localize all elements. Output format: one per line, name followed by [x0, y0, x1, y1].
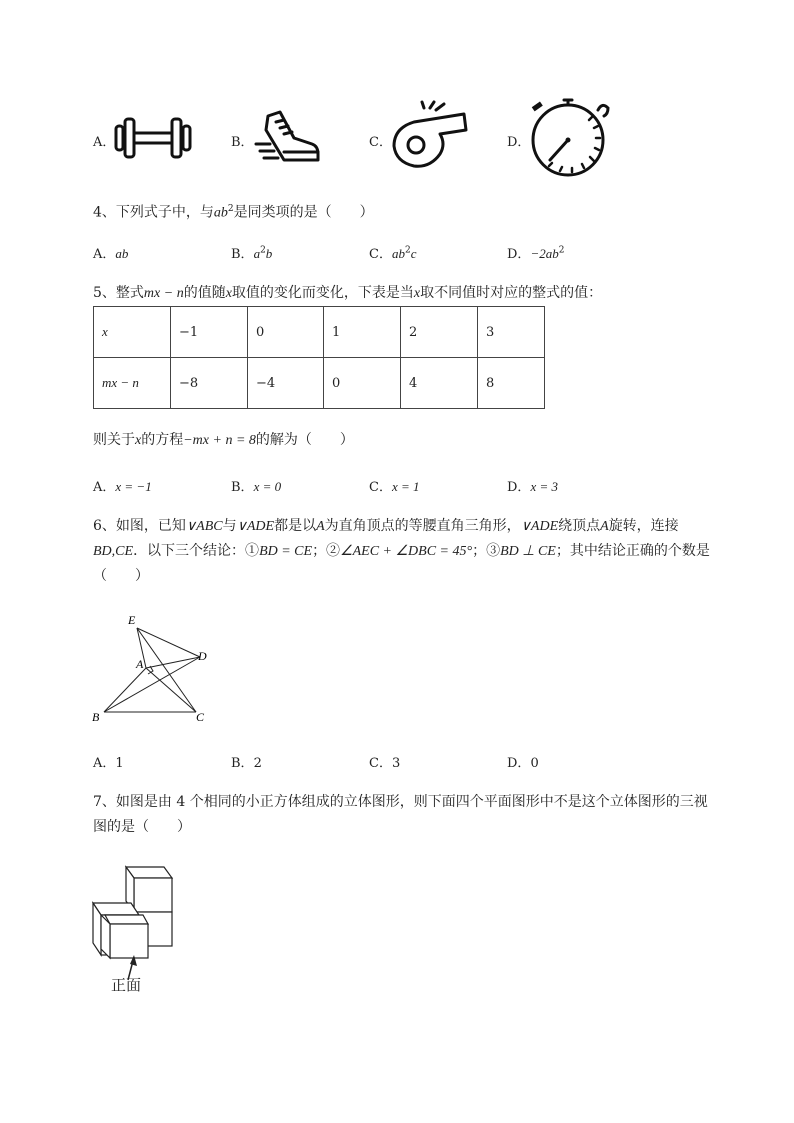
q5-followup: [93, 430, 354, 451]
option-letter-d: D．: [507, 135, 531, 150]
q5-value-table: [93, 306, 545, 409]
label-a: A: [136, 657, 144, 671]
q6-pt-a: A: [316, 519, 325, 534]
label-d: D: [198, 649, 207, 663]
table-cell: 0: [324, 358, 401, 409]
table-cell: 8: [478, 358, 545, 409]
q6-option-c: [369, 752, 400, 771]
option-text: x = −1: [115, 479, 152, 494]
label-c: C: [196, 710, 205, 724]
option-text: ab: [115, 246, 129, 261]
q5-stem-a: 5、整式: [93, 285, 144, 301]
q5-option-d: [507, 476, 558, 495]
table-cell: x: [94, 307, 171, 358]
table-cell: −1: [171, 307, 248, 358]
q4-option-d: [507, 243, 564, 262]
q7-stem-line1: 7、如图是由 4 个相同的小正方体组成的立体图形，则下面四个平面图形中不是这个立体图形的三视: [93, 794, 708, 810]
option-letter-c: C．: [369, 135, 392, 150]
option-tail: c: [410, 246, 417, 261]
q6-stem-line1: [93, 516, 679, 537]
q5-option-b: [231, 476, 281, 495]
q6-option-d: [507, 752, 539, 771]
option-tail: b: [265, 246, 273, 261]
q4-option-a: [93, 243, 128, 262]
q6-l2-a: ．以下三个结论：①: [133, 543, 260, 559]
table-row: [94, 307, 545, 358]
q4-stem-suffix: 是同类项的是（ ）: [233, 204, 374, 221]
option-letter: C．: [369, 480, 392, 495]
option-letter: B．: [231, 247, 254, 262]
table-cell: 0: [248, 307, 324, 358]
q5-follow-c: 的解为（ ）: [255, 432, 354, 448]
option-base: ab: [391, 246, 405, 261]
table-cell: −8: [171, 358, 248, 409]
front-view-label: 正面: [111, 976, 142, 994]
q5-stem-d: 取不同值时对应的整式的值：: [420, 285, 603, 301]
option-letter: B．: [231, 480, 254, 495]
option-sup: 2: [558, 245, 565, 256]
q4-stem-expr: ab: [213, 205, 228, 221]
whistle-icon: [390, 100, 470, 174]
q5-follow-a: 则关于: [93, 432, 135, 448]
q6-tri1: ∨ABC: [185, 519, 223, 534]
table-cell: 3: [478, 307, 545, 358]
q6-triangle-figure: [88, 608, 228, 732]
table-cell: mx − n: [94, 358, 171, 409]
q5-option-a: [93, 476, 152, 495]
q6-conclusion-2: ∠AEC + ∠DBC = 45°: [340, 544, 473, 559]
option-letter: A．: [93, 480, 116, 495]
option-letter: B．: [231, 756, 254, 771]
table-cell: 1: [324, 307, 401, 358]
option-letter: D．: [507, 247, 531, 262]
q6-l2-d: ；其中结论正确的个数是: [555, 543, 710, 559]
q5-follow-x: x: [135, 433, 142, 448]
q6-tri3: ∨ADE: [520, 519, 559, 534]
running-shoe-icon: [254, 108, 324, 170]
q5-stem-b: 的值随: [183, 285, 226, 301]
table-cell: −4: [248, 358, 324, 409]
q5-follow-b: 的方程: [141, 432, 184, 448]
option-text: 3: [391, 756, 401, 771]
q6-l1-c: 都是以: [274, 518, 317, 534]
stopwatch-icon: [528, 96, 612, 182]
q6-tri2: ∨ADE: [236, 519, 275, 534]
q5-follow-expr: −mx + n = 8: [183, 433, 256, 448]
q6-stem-line3: （ ）: [93, 568, 149, 584]
q5-stem: [93, 283, 602, 304]
table-row: [94, 358, 545, 409]
q6-conclusion-1: BD = CE: [259, 544, 313, 559]
q6-l1-d: 为直角顶点的等腰直角三角形，: [324, 518, 521, 534]
q6-option-a: [93, 752, 124, 771]
label-e: E: [128, 613, 136, 627]
option-letter: C．: [369, 247, 392, 262]
option-text: 0: [530, 756, 539, 771]
q4-stem: [93, 199, 374, 224]
option-letter: A．: [93, 756, 116, 771]
option-text: 1: [115, 756, 124, 771]
option-letter: D．: [507, 480, 531, 495]
q5-option-c: [369, 476, 420, 495]
label-b: B: [92, 710, 100, 724]
option-sup: 2: [260, 245, 266, 256]
q6-pt-a2: A: [600, 519, 609, 534]
dumbbell-icon: [113, 113, 193, 167]
q6-option-b: [231, 752, 262, 771]
q5-stem-x2: x: [413, 286, 421, 301]
q6-l2-expr: BD,CE: [93, 544, 134, 559]
q6-l1-b: 与: [222, 518, 237, 534]
q4-option-c: [369, 243, 416, 262]
option-base: −2ab: [530, 246, 559, 261]
q4-option-b: [231, 243, 272, 262]
q6-l1-e: 绕顶点: [558, 518, 601, 534]
option-letter: A．: [93, 247, 116, 262]
option-sup: 2: [404, 245, 411, 256]
option-text: x = 3: [530, 479, 558, 494]
option-letter: D．: [507, 756, 531, 771]
q5-stem-x: x: [225, 286, 232, 301]
table-cell: 4: [401, 358, 478, 409]
option-letter-a: A．: [93, 135, 116, 150]
option-text: x = 0: [253, 479, 282, 494]
q6-stem-line2: [93, 541, 710, 562]
table-cell: 2: [401, 307, 478, 358]
q4-stem-sup: 2: [227, 204, 234, 214]
q6-l1-a: 6、如图，已知: [93, 518, 186, 534]
q6-conclusion-3: BD ⊥ CE: [500, 544, 556, 559]
q6-l1-f: 旋转，连接: [608, 518, 679, 534]
q4-stem-prefix: 4、下列式子中，与: [93, 204, 214, 221]
q5-stem-expr: mx − n: [143, 286, 184, 301]
q6-l2-c: ；③: [472, 543, 501, 559]
option-letter: C．: [369, 756, 392, 771]
q7-stem-line2: 图的是（ ）: [93, 819, 191, 835]
option-text: x = 1: [391, 479, 420, 494]
q5-stem-c: 取值的变化而变化，下表是当: [231, 285, 414, 301]
option-base: a: [253, 246, 261, 261]
q6-l2-b: ；②: [312, 543, 341, 559]
q7-cube-figure: [88, 860, 188, 1004]
option-letter-b: B．: [231, 135, 254, 150]
option-text: 2: [253, 756, 262, 771]
